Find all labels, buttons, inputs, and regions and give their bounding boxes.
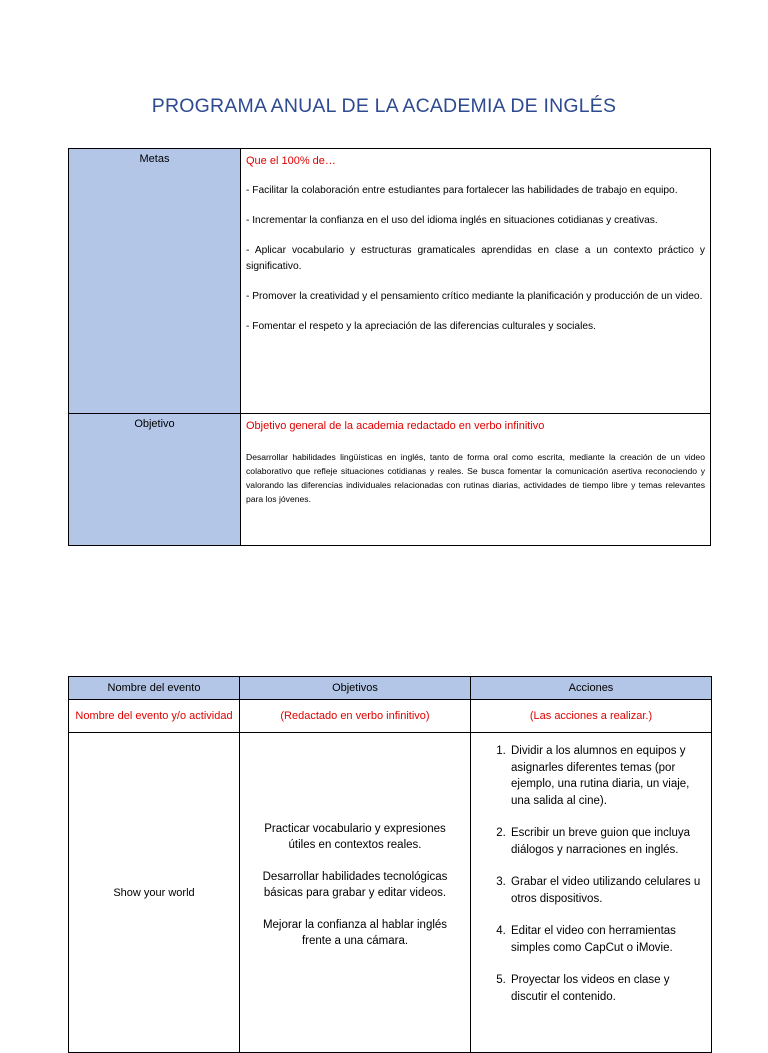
objective-content — [241, 414, 711, 546]
objective-text: Desarrollar habilidades lingüísticas en inglés, tanto de forma oral como escrita, mediante la creación de un video colaborativo que refleje situaciones cotidianas y reales. Se busca fomentar la comunicación asertiva reconociendo y valorando las diferencias individuales relacionadas con rutinas diarias, actividades de tiempo libre y temas relevantes para los jóvenes. — [246, 452, 705, 504]
actions-cell — [471, 733, 712, 1053]
objective-label: Objetivo — [69, 414, 241, 546]
header-objectives: Objetivos — [240, 677, 471, 700]
subheader-event-name: Nombre del evento y/o actividad — [69, 700, 240, 733]
goals-bullet: - Fomentar el respeto y la apreciación de las diferencias culturales y sociales. — [246, 321, 596, 332]
goals-content — [241, 149, 711, 414]
document-title: PROGRAMA ANUAL DE LA ACADEMIA DE INGLÉS — [151, 95, 617, 117]
objective-item: Practicar vocabulario y expresiones útiles en contextos reales. — [264, 822, 446, 851]
subheader-objectives: (Redactado en verbo infinitivo) — [240, 700, 471, 733]
subheader-actions: (Las acciones a realizar.) — [471, 700, 712, 733]
goals-heading: Que el 100% de… — [246, 155, 336, 167]
action-item: 1. Dividir a los alumnos en equipos y asignarles diferentes temas (por ejemplo, una rutina diaria, un viaje, una salida al cine). — [509, 743, 703, 809]
goals-bullet: - Promover la creatividad y el pensamiento crítico mediante la planificación y producción de un video. — [246, 291, 703, 302]
header-event-name: Nombre del evento — [69, 677, 240, 700]
objective-item: Mejorar la confianza al hablar inglés frente a una cámara. — [262, 918, 448, 947]
goals-label: Metas — [69, 149, 241, 414]
actions-list — [479, 743, 703, 1005]
action-item: 5. Proyectar los videos en clase y discutir el contenido. — [509, 972, 703, 1005]
objectives-cell — [240, 733, 471, 1053]
event-name-cell: Show your world — [69, 733, 240, 1053]
goals-bullet: - Facilitar la colaboración entre estudiantes para fortalecer las habilidades de trabajo en equipo. — [246, 185, 678, 196]
goals-objective-table — [68, 148, 711, 546]
action-item: 4. Editar el video con herramientas simples como CapCut o iMovie. — [509, 923, 703, 956]
goals-bullet: - Incrementar la confianza en el uso del idioma inglés en situaciones cotidianas y creativas. — [246, 215, 658, 226]
action-item: 3. Grabar el video utilizando celulares u otros dispositivos. — [509, 874, 703, 907]
objective-heading: Objetivo general de la academia redactado en verbo infinitivo — [246, 420, 545, 432]
events-table — [68, 676, 712, 1053]
action-item: 2. Escribir un breve guion que incluya diálogos y narraciones en inglés. — [509, 825, 703, 858]
goals-bullet: - Aplicar vocabulario y estructuras gramaticales aprendidas en clase a un contexto práctico y significativo. — [246, 245, 705, 272]
header-actions: Acciones — [471, 677, 712, 700]
objective-item: Desarrollar habilidades tecnológicas básicas para grabar y editar videos. — [262, 870, 448, 899]
